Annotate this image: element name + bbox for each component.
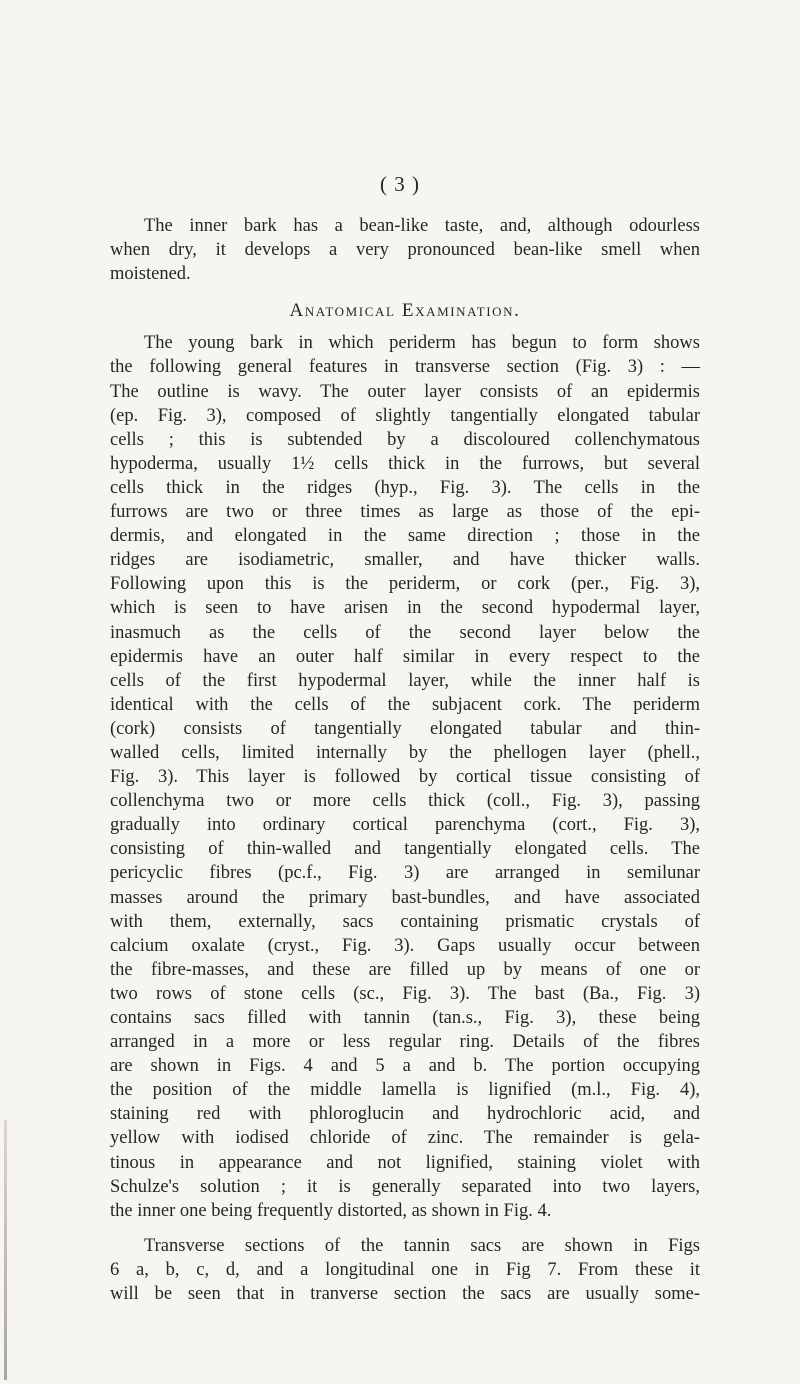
text-line: walled cells, limited internally by the phellogen layer (phell.,: [110, 742, 700, 763]
text-line: will be seen that in tranverse section the sacs are usually some-: [110, 1284, 700, 1305]
text-line: Transverse sections of the tannin sacs are shown in Figs: [144, 1235, 700, 1256]
text-line: The young bark in which periderm has begun to form shows: [144, 333, 700, 354]
text-line: tinous in appearance and not lignified, staining violet with: [110, 1152, 700, 1173]
text-line: contains sacs filled with tannin (tan.s., Fig. 3), these being: [110, 1008, 700, 1028]
text-line: the position of the middle lamella is lignified (m.l., Fig. 4),: [110, 1080, 700, 1101]
text-line: the following general features in transverse section (Fig. 3) : —: [110, 357, 700, 378]
text-line: pericyclic fibres (pc.f., Fig. 3) are arranged in semilunar: [110, 863, 700, 884]
text-line: with them, externally, sacs containing prismatic crystals of: [110, 911, 700, 932]
text-line: hypoderma, usually 1½ cells thick in the furrows, but several: [110, 453, 700, 474]
closing-paragraph: [110, 1234, 700, 1306]
text-line: calcium oxalate (cryst., Fig. 3). Gaps usually occur between: [110, 935, 700, 956]
text-line: moistened.: [110, 264, 191, 285]
intro-paragraph: [110, 214, 700, 286]
text-line: (cork) consists of tangentially elongated tabular and thin-: [110, 718, 700, 739]
text-line: Schulze's solution ; it is generally separated into two layers,: [110, 1176, 700, 1197]
text-line: The outline is wavy. The outer layer consists of an epidermis: [110, 381, 700, 402]
text-line: The inner bark has a bean-like taste, and, although odourless: [144, 216, 700, 236]
text-line: ridges are isodiametric, smaller, and have thicker walls.: [110, 550, 700, 571]
text-line: cells of the first hypodermal layer, while the inner half is: [110, 670, 700, 691]
text-line: when dry, it develops a very pronounced bean-like smell when: [110, 240, 700, 261]
text-line: identical with the cells of the subjacent cork. The periderm: [110, 694, 700, 715]
text-line: inasmuch as the cells of the second layer below the: [110, 622, 700, 643]
text-line: Following upon this is the periderm, or cork (per., Fig. 3),: [110, 574, 700, 595]
text-line: dermis, and elongated in the same direction ; those in the: [110, 526, 700, 547]
page-text: [110, 214, 700, 1306]
text-line: 6 a, b, c, d, and a longitudinal one in Fig 7. From these it: [110, 1259, 700, 1280]
text-line: yellow with iodised chloride of zinc. The remainder is gela-: [110, 1128, 700, 1149]
text-line: gradually into ordinary cortical parenchyma (cort., Fig. 3),: [110, 815, 700, 836]
text-line: (ep. Fig. 3), composed of slightly tangentially elongated tabular: [110, 405, 700, 426]
text-line: arranged in a more or less regular ring. Details of the fibres: [110, 1032, 700, 1053]
text-line: two rows of stone cells (sc., Fig. 3). The bast (Ba., Fig. 3): [110, 983, 700, 1004]
text-line: the fibre-masses, and these are filled up by means of one or: [110, 959, 700, 980]
text-line: which is seen to have arisen in the second hypodermal layer,: [110, 598, 700, 619]
text-line: cells thick in the ridges (hyp., Fig. 3). The cells in the: [110, 477, 700, 498]
text-line: collenchyma two or more cells thick (coll., Fig. 3), passing: [110, 791, 700, 812]
text-line: are shown in Figs. 4 and 5 a and b. The portion occupying: [110, 1056, 700, 1077]
paragraph-gap: [110, 1223, 700, 1234]
body-paragraph: [110, 331, 700, 1222]
text-line: staining red with phloroglucin and hydrochloric acid, and: [110, 1104, 700, 1125]
text-line: cells ; this is subtended by a discoloured collenchymatous: [110, 429, 700, 450]
binding-edge-shadow: [4, 1120, 7, 1380]
text-line: masses around the primary bast-bundles, and have associated: [110, 887, 700, 908]
text-line: the inner one being frequently distorted, as shown in Fig. 4.: [110, 1200, 552, 1221]
page-number: ( 3 ): [380, 172, 420, 196]
section-heading: Anatomical Examination.: [289, 300, 521, 322]
text-line: furrows are two or three times as large as those of the epi-: [110, 502, 700, 523]
text-line: Fig. 3). This layer is followed by cortical tissue consisting of: [110, 767, 700, 788]
text-line: consisting of thin-walled and tangentially elongated cells. The: [110, 839, 700, 860]
text-line: epidermis have an outer half similar in every respect to the: [110, 646, 700, 667]
